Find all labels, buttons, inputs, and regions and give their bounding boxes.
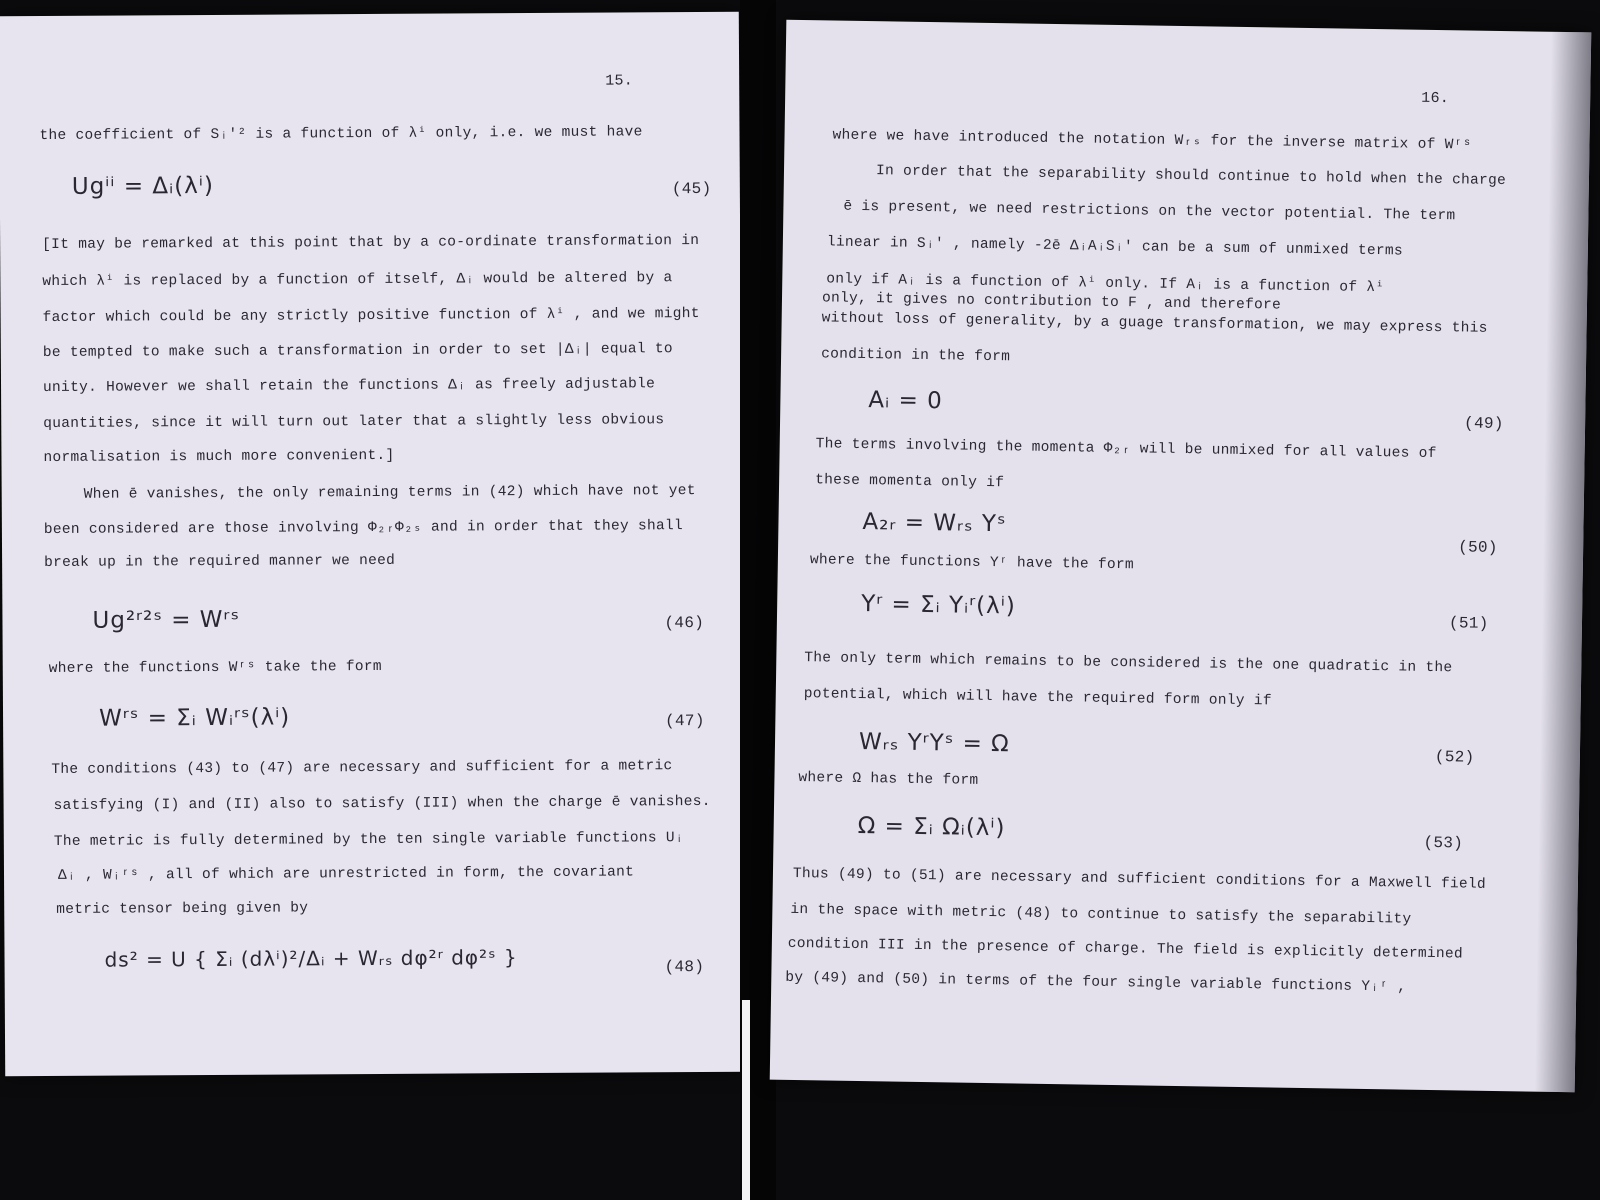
text-line: factor which could be any strictly positive function of λⁱ , and we might: [42, 305, 700, 327]
text-line: ē is present, we need restrictions on the vector potential. The term: [843, 198, 1456, 225]
text-line: The conditions (43) to (47) are necessary and sufficient for a metric: [51, 758, 673, 778]
equation: Ug²ʳ²ˢ = Wʳˢ: [92, 606, 241, 634]
equation-number: (45): [671, 179, 712, 199]
text-line: be tempted to make such a transformation in order to set |Δᵢ| equal to: [42, 341, 673, 362]
equation: Yʳ = Σᵢ Yᵢʳ(λⁱ): [861, 590, 1017, 620]
text-line: Thus (49) to (51) are necessary and sufficient conditions for a Maxwell field: [792, 865, 1487, 893]
page-number: 15.: [605, 72, 634, 90]
text-line: quantities, since it will turn out later that a slightly less obvious: [43, 412, 665, 433]
equation-number: (46): [664, 613, 705, 633]
equation: Wᵣₛ YʳYˢ = Ω: [858, 728, 1010, 758]
text-line: linear in Sᵢ′ , namely -2ē ΔᵢAᵢSᵢ′ can be a sum of unmixed terms: [826, 234, 1404, 260]
equation: Ugⁱⁱ = Δᵢ(λⁱ): [71, 172, 214, 200]
text-line: unity. However we shall retain the functions Δᵢ as freely adjustable: [42, 376, 656, 397]
text-line: condition III in the presence of charge. The field is explicitly determined: [787, 935, 1464, 963]
text-line: where we have introduced the notation Wᵣₛ for the inverse matrix of Wʳˢ: [832, 127, 1472, 154]
text-line: these momenta only if: [815, 472, 1005, 492]
left-page: [0, 12, 745, 1077]
equation-number: (49): [1463, 414, 1504, 434]
text-line: Δᵢ , Wᵢʳˢ , all of which are unrestricted in form, the covariant: [57, 864, 635, 884]
text-line: normalisation is much more convenient.]: [43, 447, 395, 467]
equation: Ω = Σᵢ Ωᵢ(λⁱ): [857, 812, 1006, 842]
text-line: condition in the form: [820, 346, 1011, 366]
text-line: The terms involving the momenta Φ₂ᵣ will be unmixed for all values of: [815, 436, 1437, 463]
equation-number: (52): [1434, 748, 1475, 767]
text-line: only, it gives no contribution to F , and therefore: [821, 290, 1282, 314]
equation: ds² = U { Σᵢ (dλⁱ)²/Δᵢ + Wᵣₛ dφ²ʳ dφ²ˢ }: [104, 945, 518, 972]
text-line: When ē vanishes, the only remaining terms in (42) which have not yet: [83, 483, 696, 503]
equation-number: (53): [1423, 833, 1464, 853]
page-number: 16.: [1421, 89, 1450, 108]
text-line: without loss of generality, by a guage transformation, we may express this: [821, 310, 1488, 337]
text-line: The only term which remains to be considered is the one quadratic in the: [804, 650, 1453, 677]
text-line: where the functions Wʳˢ take the form: [48, 658, 382, 677]
text-line: in the space with metric (48) to continue to satisfy the separability: [790, 901, 1412, 928]
text-line: satisfying (I) and (II) also to satisfy (III) when the charge ē vanishes.: [53, 793, 711, 814]
text-line: [It may be remarked at this point that by a co-ordinate transformation in: [42, 232, 700, 254]
text-line: the coefficient of Sᵢ′² is a function of λⁱ only, i.e. we must have: [39, 124, 643, 145]
equation-number: (51): [1448, 614, 1489, 633]
equation: A₂ᵣ = Wᵣₛ Yˢ: [862, 509, 1007, 538]
equation-number: (47): [665, 711, 705, 731]
equation-number: (50): [1458, 538, 1498, 557]
text-line: break up in the required manner we need: [44, 552, 396, 572]
equation: Aᵢ = 0: [868, 387, 943, 415]
right-page: [770, 20, 1592, 1093]
text-line: been considered are those involving Φ₂ᵣΦ₂ₛ and in order that they shall: [43, 518, 684, 539]
text-line: by (49) and (50) in terms of the four single variable functions Yᵢʳ ,: [785, 969, 1407, 996]
text-line: which λⁱ is replaced by a function of itself, Δᵢ would be altered by a: [42, 270, 673, 291]
text-line: potential, which will have the required form only if: [803, 686, 1272, 710]
text-line: In order that the separability should continue to hold when the charge: [875, 163, 1507, 190]
text-line: where Ω has the form: [798, 770, 979, 789]
text-line: where the functions Yʳ have the form: [809, 552, 1135, 574]
equation: Wʳˢ = Σᵢ Wᵢʳˢ(λⁱ): [98, 704, 291, 732]
text-line: metric tensor being given by: [56, 900, 309, 918]
text-line: only if Aᵢ is a function of λⁱ only. If Aᵢ is a function of λⁱ: [826, 271, 1385, 297]
text-line: The metric is fully determined by the ten single variable functions Uᵢ: [53, 830, 684, 850]
gutter-highlight: [742, 1000, 750, 1200]
equation-number: (48): [664, 957, 705, 977]
